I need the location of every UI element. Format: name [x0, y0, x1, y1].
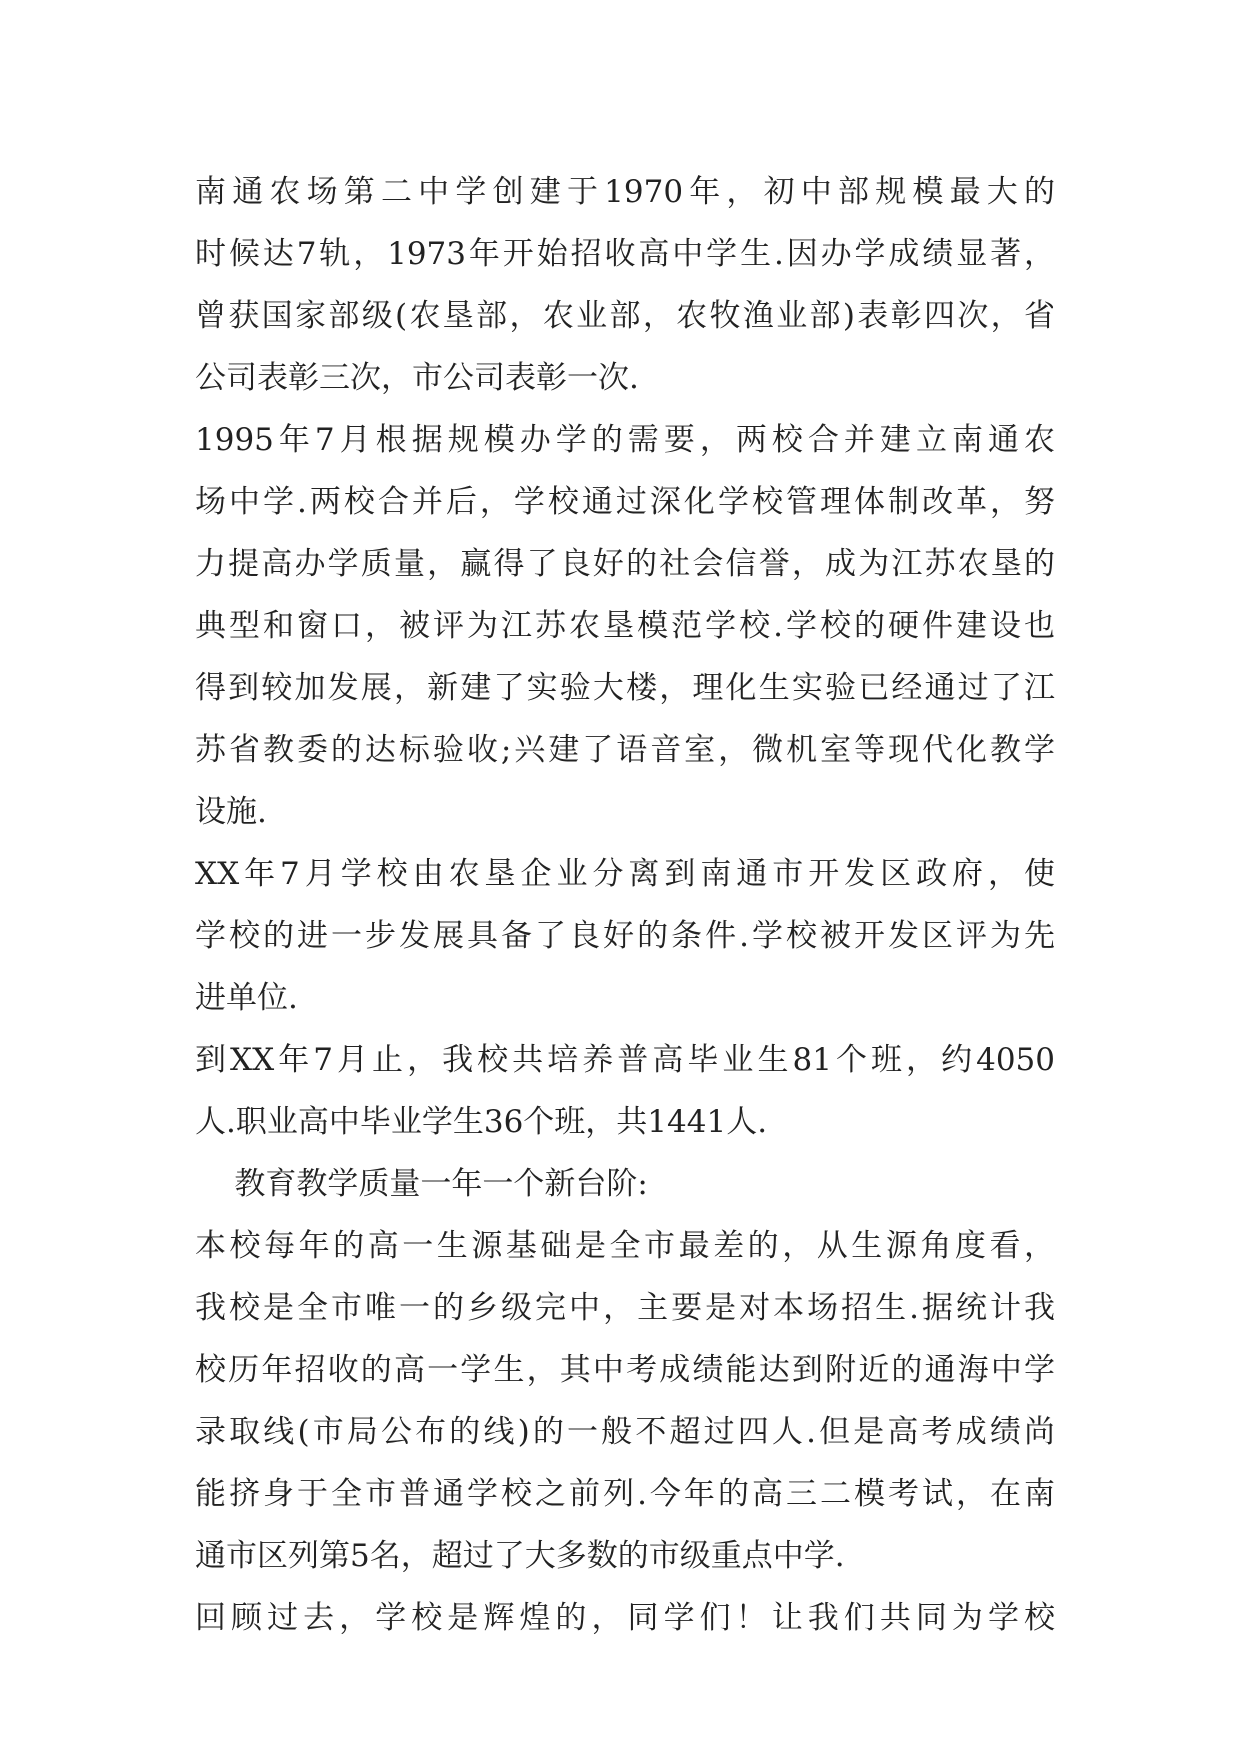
text-line: 设施.: [195, 794, 267, 830]
text-line: 曾获国家部级(农垦部，农业部，农牧渔业部)表彰四次，省: [195, 298, 1055, 334]
text-line: 回顾过去，学校是辉煌的，同学们！让我们共同为学校: [195, 1600, 1055, 1636]
text-line: 录取线(市局公布的线)的一般不超过四人.但是高考成绩尚: [195, 1414, 1055, 1450]
text-line: 我校是全市唯一的乡级完中，主要是对本场招生.据统计我: [195, 1290, 1055, 1326]
text-line: 得到较加发展，新建了实验大楼，理化生实验已经通过了江: [195, 670, 1055, 706]
text-line: 能挤身于全市普通学校之前列.今年的高三二模考试，在南: [195, 1476, 1055, 1512]
text-line: 苏省教委的达标验收;兴建了语音室，微机室等现代化教学: [195, 732, 1055, 768]
text-line: 通市区列第5名，超过了大多数的市级重点中学.: [195, 1538, 845, 1574]
text-line: 本校每年的高一生源基础是全市最差的，从生源角度看，: [195, 1228, 1055, 1264]
text-line: 场中学.两校合并后，学校通过深化学校管理体制改革，努: [195, 484, 1055, 520]
text-line: 力提高办学质量，赢得了良好的社会信誉，成为江苏农垦的: [195, 546, 1055, 582]
text-line: 教育教学质量一年一个新台阶:: [195, 1166, 648, 1202]
text-line: 时候达7轨，1973年开始招收高中学生.因办学成绩显著，: [195, 236, 1055, 272]
text-line: 1995年7月根据规模办学的需要，两校合并建立南通农: [195, 422, 1055, 458]
text-line: 进单位.: [195, 980, 298, 1016]
text-line: 校历年招收的高一学生，其中考成绩能达到附近的通海中学: [195, 1352, 1055, 1388]
text-line: 学校的进一步发展具备了良好的条件.学校被开发区评为先: [195, 918, 1055, 954]
document-body: [195, 161, 1055, 1649]
text-line: 人.职业高中毕业学生36个班，共1441人.: [195, 1104, 768, 1140]
text-line: 公司表彰三次，市公司表彰一次.: [195, 360, 639, 396]
text-line: XX年7月学校由农垦企业分离到南通市开发区政府，使: [195, 856, 1055, 892]
text-line: 典型和窗口，被评为江苏农垦模范学校.学校的硬件建设也: [195, 608, 1055, 644]
text-line: 南通农场第二中学创建于1970年，初中部规模最大的: [195, 174, 1055, 210]
text-line: 到XX年7月止，我校共培养普高毕业生81个班，约4050: [195, 1042, 1055, 1078]
